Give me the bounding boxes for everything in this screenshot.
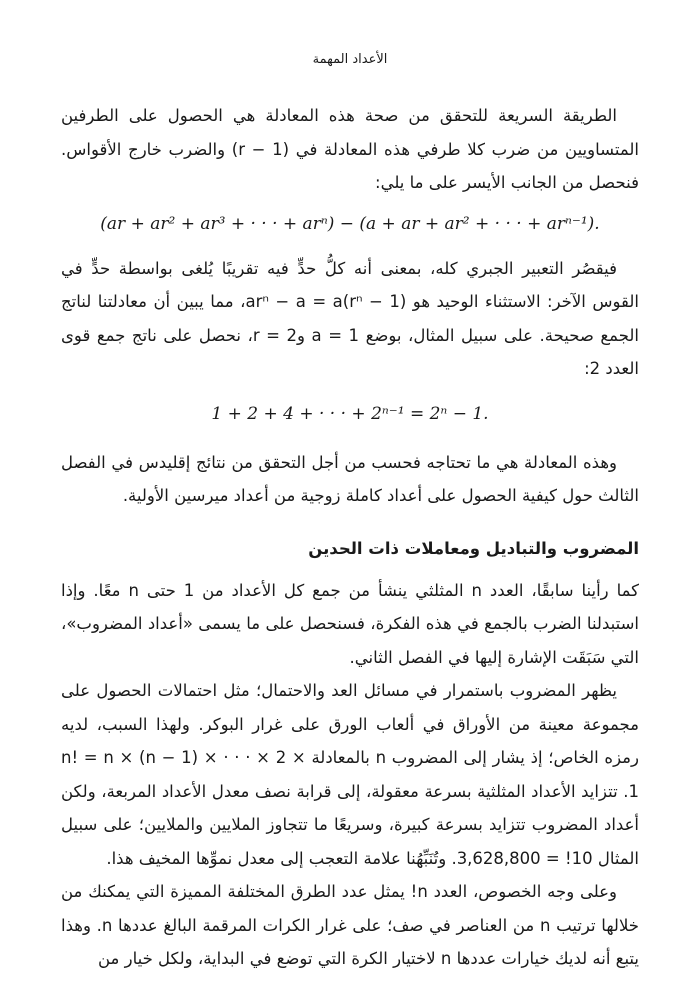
- paragraph: وهذه المعادلة هي ما تحتاجه فحسب من أجل التحقق من نتائج إقليدس في الفصل الثالث حول كيفية الحصول على أعداد كاملة زوجية من أعداد ميرسين الأولية.: [61, 452, 639, 505]
- section-heading: المضروب والتباديل ومعاملات ذات الحدين: [308, 538, 639, 558]
- paragraph: كما رأينا سابقًا، العدد n المثلثي ينشأ من جمع كل الأعداد من 1 حتى n معًا. وإذا استبدلنا الضرب بالجمع في هذه الفكرة، فسنحصل على ما يسمى «أعداد المضروب»، التي سَبَقَت الإشارة إليها في الفصل الثاني.: [61, 580, 640, 667]
- equation-powers-of-two: 1 + 2 + 4 + · · · + 2ⁿ⁻¹ = 2ⁿ − 1.: [211, 403, 489, 424]
- equation-geometric-difference: (ar + ar² + ar³ + · · · + arⁿ) − (a + ar + ar² + · · · + arⁿ⁻¹).: [100, 213, 600, 234]
- paragraph: وعلى وجه الخصوص، العدد n! يمثل عدد الطرق المختلفة المميزة التي يمكنك من خلالها ترتيب n من العناصر في صف؛ على غرار الكرات المرقمة البالغ عددها n. وهذا يتبع أنه لديك خيارات عددها n لاختيار الكرة التي توضع في البداية، ولكل خيار من: [61, 882, 639, 968]
- paragraph: يظهر المضروب باستمرار في مسائل العد والاحتمال؛ مثل احتمالات الحصول على مجموعة معينة من الأوراق في ألعاب الورق على غرار البوكر. ولهذا السبب، لديه رمزه الخاص؛ إذ يشار إلى المضروب n بالمعادلة n! = n × (n − 1) × · · · × 2 × 1. تتزايد الأعداد المثلثية بسرعة معقولة، إلى قرابة نصف معدل الأعداد المربعة، ولكن أعداد المضروب تتزايد بسرعة كبيرة، وسريعًا ما تتجاوز الملايين والملايين؛ على سبيل المثال 10! = 3,628,800. وتُنَبِّهُنا علامة التعجب إلى معدل نموِّها المخيف هذا.: [61, 681, 639, 868]
- paragraph: الطريقة السريعة للتحقق من صحة هذه المعادلة هي الحصول على الطرفين المتساويين من ضرب كلا طرفي هذه المعادلة في (r − 1) والضرب خارج الأقواس. فنحصل من الجانب الأيسر على ما يلي:: [61, 106, 639, 192]
- running-head: الأعداد المهمة: [312, 52, 388, 67]
- paragraph: فيقصُر التعبير الجبري كله، بمعنى أنه كلُّ حدٍّ فيه تقريبًا يُلغى بواسطة حدٍّ في القوس الآخر: الاستثناء الوحيد هو arⁿ − a = a(rⁿ − 1)، مما يبين أن معادلتنا لناتج الجمع صحيحة. على سبيل المثال، بوضع a = 1 وr = 2، نحصل على ناتج جمع قوى العدد 2:: [61, 258, 639, 378]
